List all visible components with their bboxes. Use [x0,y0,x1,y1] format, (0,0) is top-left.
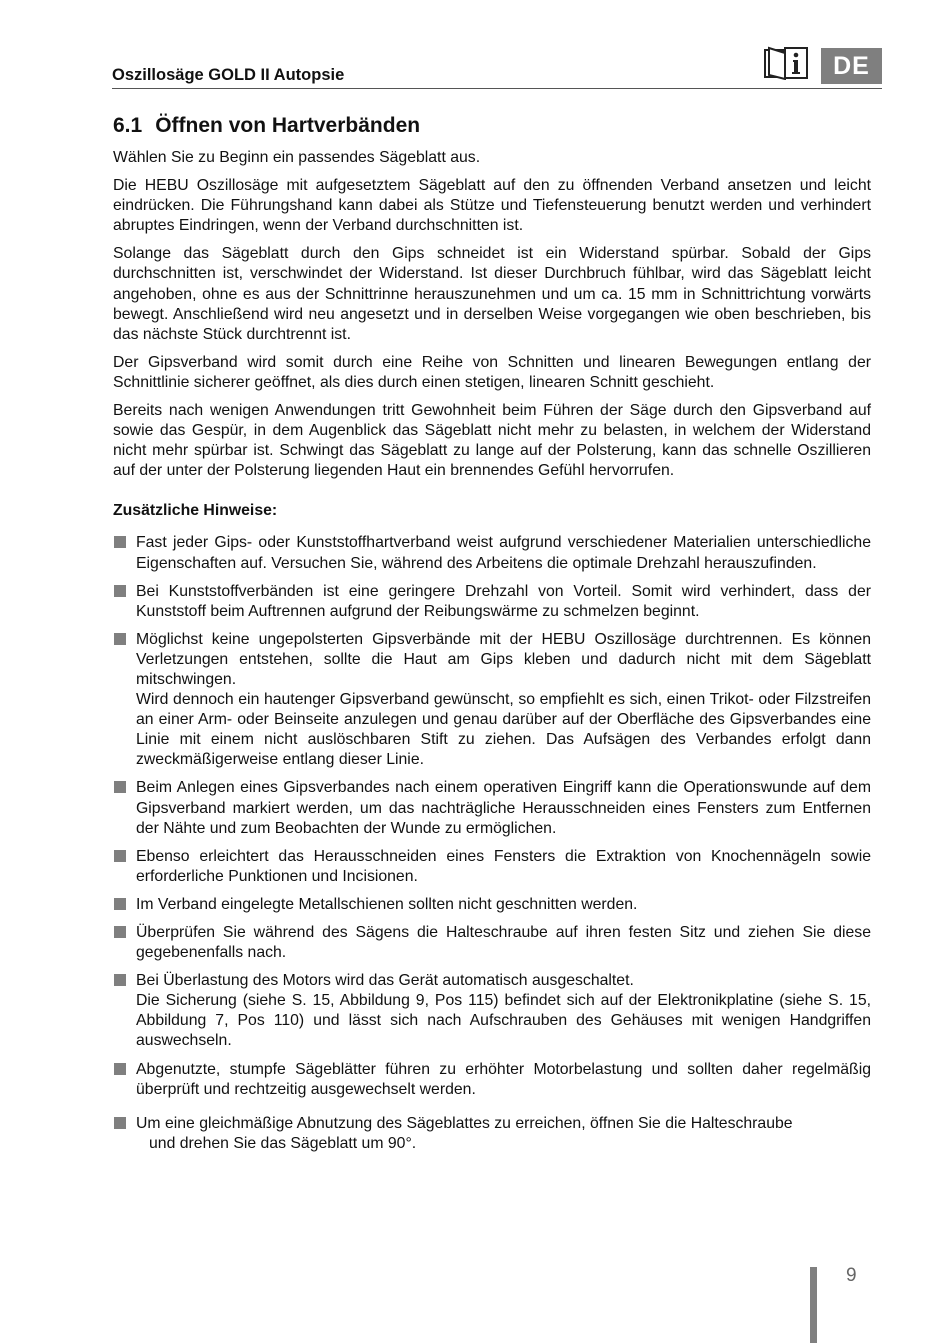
square-bullet-icon [114,1063,126,1075]
paragraph: Bereits nach wenigen Anwendungen tritt Gewohnheit beim Führen der Säge durch den Gipsverband auf sowie das Gespür, in dem Augenblick das Sägeblatt nicht mehr zu belasten, in welchem der Widerstand nicht mehr spürbar ist. Schwingt das Sägeblatt zu lange auf der Polsterung, kann das schnelle Oszillieren auf der unter der Polsterung liegenden Haut ein brennendes Gefühl hervorrufen. [113,402,871,480]
square-bullet-icon [114,1117,126,1129]
square-bullet-icon [114,926,126,938]
page-marker-bar [810,1267,817,1343]
list-item-text: Ebenso erleichtert das Herausschneiden eines Fensters die Extraktion von Knochennägeln sowie erforderliche Punktionen und Incisionen. [136,847,871,885]
list-item [113,1060,871,1100]
list-item [113,971,871,1051]
paragraph: Der Gipsverband wird somit durch eine Reihe von Schnitten und linearen Bewegungen entlang der Schnittlinie sicherer geöffnet, als dies durch einen stetigen, linearen Schnitt geschieht. [113,353,871,391]
list-item-text: Bei Kunststoffverbänden ist eine geringere Drehzahl von Vorteil. Somit wird verhindert, dass der Kunststoff beim Auftrennen aufgrund der Reibungswärme zu schmelzen beginnt. [136,582,871,620]
paragraph: Wählen Sie zu Beginn ein passendes Sägeblatt aus. [113,149,481,166]
list-item-text: Die Sicherung (siehe S. 15, Abbildung 9, Pos 115) befindet sich auf der Elektronikplatine (siehe S. 15, Abbildung 7, Pos 110) und lässt sich nach Aufschrauben des Gehäuses mit wenigen Handgriffen auswechseln. [136,992,871,1050]
square-bullet-icon [114,585,126,597]
list-item-text: Überprüfen Sie während des Sägens die Halteschraube auf ihren festen Sitz und ziehen Sie diese gegebenenfalls nach. [136,924,871,962]
list-item-text: Beim Anlegen eines Gipsverbandes nach einem operativen Eingriff kann die Operationswunde auf dem Gipsverband markiert werden, um das nachträgliche Herausschneiden eines Fensters zum Entfernen der Nähte und zum Beobachten der Wunde zu ermöglichen. [136,779,871,837]
list-item-text: Bei Überlastung des Motors wird das Gerät automatisch ausgeschaltet. [136,972,634,990]
manual-info-icon [763,46,809,80]
page-header [112,42,882,89]
list-item-text: Fast jeder Gips- oder Kunststoffhartverband weist aufgrund verschiedener Materialien unterschiedliche Eigenschaften auf. Versuchen Sie, während des Arbeitens die optimale Drehzahl herauszufinden. [136,534,871,572]
list-item [113,895,871,915]
list-item [113,533,871,573]
language-badge: DE [821,48,882,84]
page-number: 9 [846,1265,857,1286]
list-item [113,923,871,963]
square-bullet-icon [114,633,126,645]
list-item [113,1114,871,1154]
square-bullet-icon [114,536,126,548]
list-item [113,630,871,771]
square-bullet-icon [114,781,126,793]
list-item-text: Abgenutzte, stumpfe Sägeblätter führen zu erhöhter Motorbelastung und sollten daher regelmäßig überprüft und rechtzeitig ausgewechselt werden. [136,1060,871,1098]
list-item-text: und drehen Sie das Sägeblatt um 90°. [149,1134,417,1152]
list-item [113,778,871,838]
square-bullet-icon [114,850,126,862]
list-item [113,847,871,887]
list-item-text: Möglichst keine ungepolsterten Gipsverbände mit der HEBU Oszillosäge durchtrennen. Es können Verletzungen entstehen, sollte die Haut am Gips kleben und dadurch nicht mit dem Sägeblatt mitschwingen. [136,630,871,688]
main-content [113,113,871,1162]
square-bullet-icon [114,974,126,986]
list-item-text: Im Verband eingelegte Metallschienen sollten nicht geschnitten werden. [136,895,638,913]
list-item [113,582,871,622]
paragraph: Solange das Sägeblatt durch den Gips schneidet ist ein Widerstand spürbar. Sobald der Gips durchschnitten ist, verschwindet der Widerstand. Ist dieser Durchbruch fühlbar, wird das Sägeblatt leicht angehoben, ohne es aus der Schnittrinne herauszunehmen und um ca. 15 mm in Schnittrichtung vorwärts bewegt. Anschließend wird neu angesetzt und in derselben Weise vorgegangen wie oben beschrieben, bis das nächste Stück durchtrennt ist. [113,245,871,343]
document-title: Oszillosäge GOLD II Autopsie [112,66,345,84]
square-bullet-icon [114,898,126,910]
list-item-text: Um eine gleichmäßige Abnutzung des Sägeblattes zu erreichen, öffnen Sie die Halteschraube [136,1114,793,1132]
section-number: 6.1 [113,114,143,137]
list-item-text: Wird dennoch ein hautenger Gipsverband gewünscht, so empfiehlt es sich, einen Trikot- oder Filzstreifen an einer Arm- oder Beinseite anzulegen und genau darüber auf der Oberfläche des Gipsverbandes eine Linie mit einem nicht auslöschbaren Stift zu ziehen. Das Aufsägen des Verbandes erfolgt dann zweckmäßigerweise entlang dieser Linie. [136,691,871,769]
notes-list [113,533,871,1154]
notes-heading: Zusätzliche Hinweise: [113,502,278,520]
section-title: Öffnen von Hartverbänden [155,114,421,137]
paragraph: Die HEBU Oszillosäge mit aufgesetztem Sägeblatt auf den zu öffnenden Verband ansetzen und leicht eindrücken. Die Führungshand kann dabei als Stütze und Tiefensteuerung benutzt werden und verhindert abruptes Eindringen, wenn der Verband durchschnitten ist. [113,177,871,235]
section-heading [113,113,871,139]
